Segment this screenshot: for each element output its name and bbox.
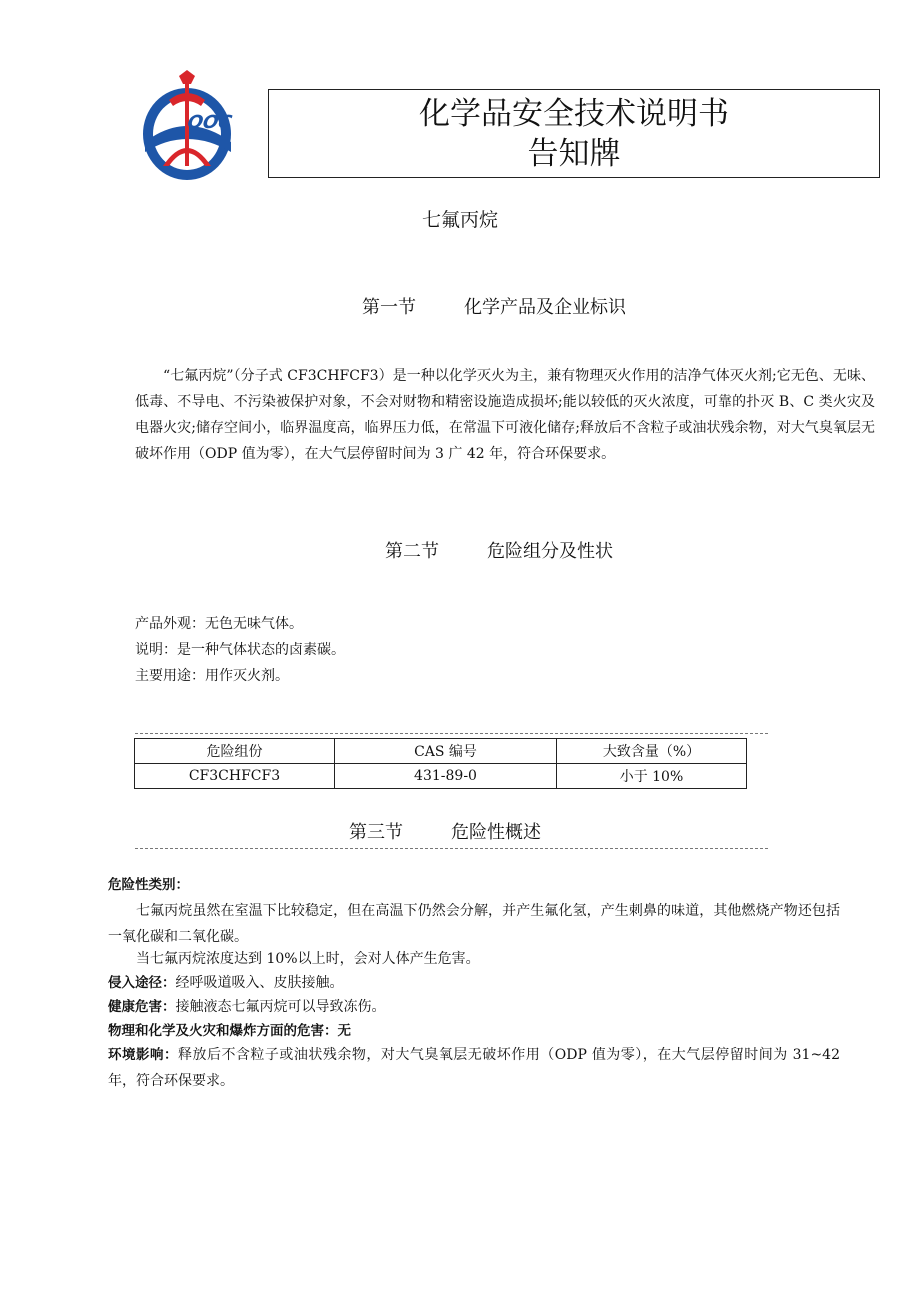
divider-line [135,733,768,734]
table-header-cell: CAS 编号 [335,739,557,764]
document-subtitle: 告知牌 [527,136,621,172]
route-label: 侵入途径： [108,975,176,991]
section3-heading [349,820,541,846]
health-hazard [108,994,386,1020]
section2-title: 危险组分及性状 [487,541,613,562]
route-of-entry [108,970,344,996]
document-title: 化学品安全技术说明书 [419,96,729,132]
product-usage: 主要用途：用作灭火剂。 [135,668,289,684]
section3-title: 危险性概述 [451,822,541,843]
section2-heading [385,539,613,565]
hazard-category-label: 危险性类别： [108,877,189,893]
table-header-row [135,739,747,764]
section1-title: 化学产品及企业标识 [464,297,626,318]
section1-paragraph: “七氟丙烷”（分子式 CF3CHFCF3）是一种以化学灭火为主，兼有物理灭火作用的洁净气体灭火剂;它无色、无味、低毒、不导电、不污染被保护对象，不会对财物和精密设施造成损坏;能以较低的灭火浓度，可靠的扑灭 B、C 类火灾及电器火灾;储存空间小，临界温度高，临界压力低，在常温下可液化储存;释放后不含粒子或油状残余物，对大气臭氧层无破坏作用（ODP 值为零），在大气层停留时间为 3 广 42 年，符合环保要求。 [135,368,875,462]
table-cell: 小于 10% [557,764,747,789]
table-header-cell: 危险组份 [135,739,335,764]
section1-number: 第一节 [362,297,416,318]
hazard-paragraph-2: 当七氟丙烷浓度达到 10%以上时，会对人体产生危害。 [136,951,480,967]
product-name: 七氟丙烷 [421,209,498,231]
cnooc-logo [135,70,257,185]
document-title-box [268,89,880,178]
table-row [135,764,747,789]
env-label: 环境影响： [108,1047,178,1063]
section1-heading [362,295,626,321]
table-cell: CF3CHFCF3 [135,764,335,789]
fire-explosion-hazard: 物理和化学及火灾和爆炸方面的危害：无 [108,1023,351,1039]
product-appearance: 产品外观：无色无味气体。 [135,616,303,632]
table-cell: 431-89-0 [335,764,557,789]
route-text: 经呼吸道吸入、皮肤接触。 [175,975,344,991]
environmental-impact [108,1042,840,1094]
hazard-paragraph-1: 七氟丙烷虽然在室温下比较稳定，但在高温下仍然会分解，并产生氟化氢，产生刺鼻的味道，其他燃烧产物还包括一氧化碳和二氧化碳。 [108,903,840,945]
composition-table [134,738,747,789]
health-label: 健康危害： [108,999,176,1015]
health-text: 接触液态七氟丙烷可以导致冻伤。 [175,999,386,1015]
section2-number: 第二节 [385,541,439,562]
divider-line [135,848,768,849]
env-text: 释放后不含粒子或油状残余物，对大气臭氧层无破坏作用（ODP 值为零），在大气层停留时间为 31~42 年，符合环保要求。 [108,1047,840,1089]
table-header-cell: 大致含量（%） [557,739,747,764]
product-description: 说明：是一种气体状态的卤素碳。 [135,642,345,658]
svg-text:OOC: OOC [185,112,234,133]
section3-number: 第三节 [349,822,403,843]
